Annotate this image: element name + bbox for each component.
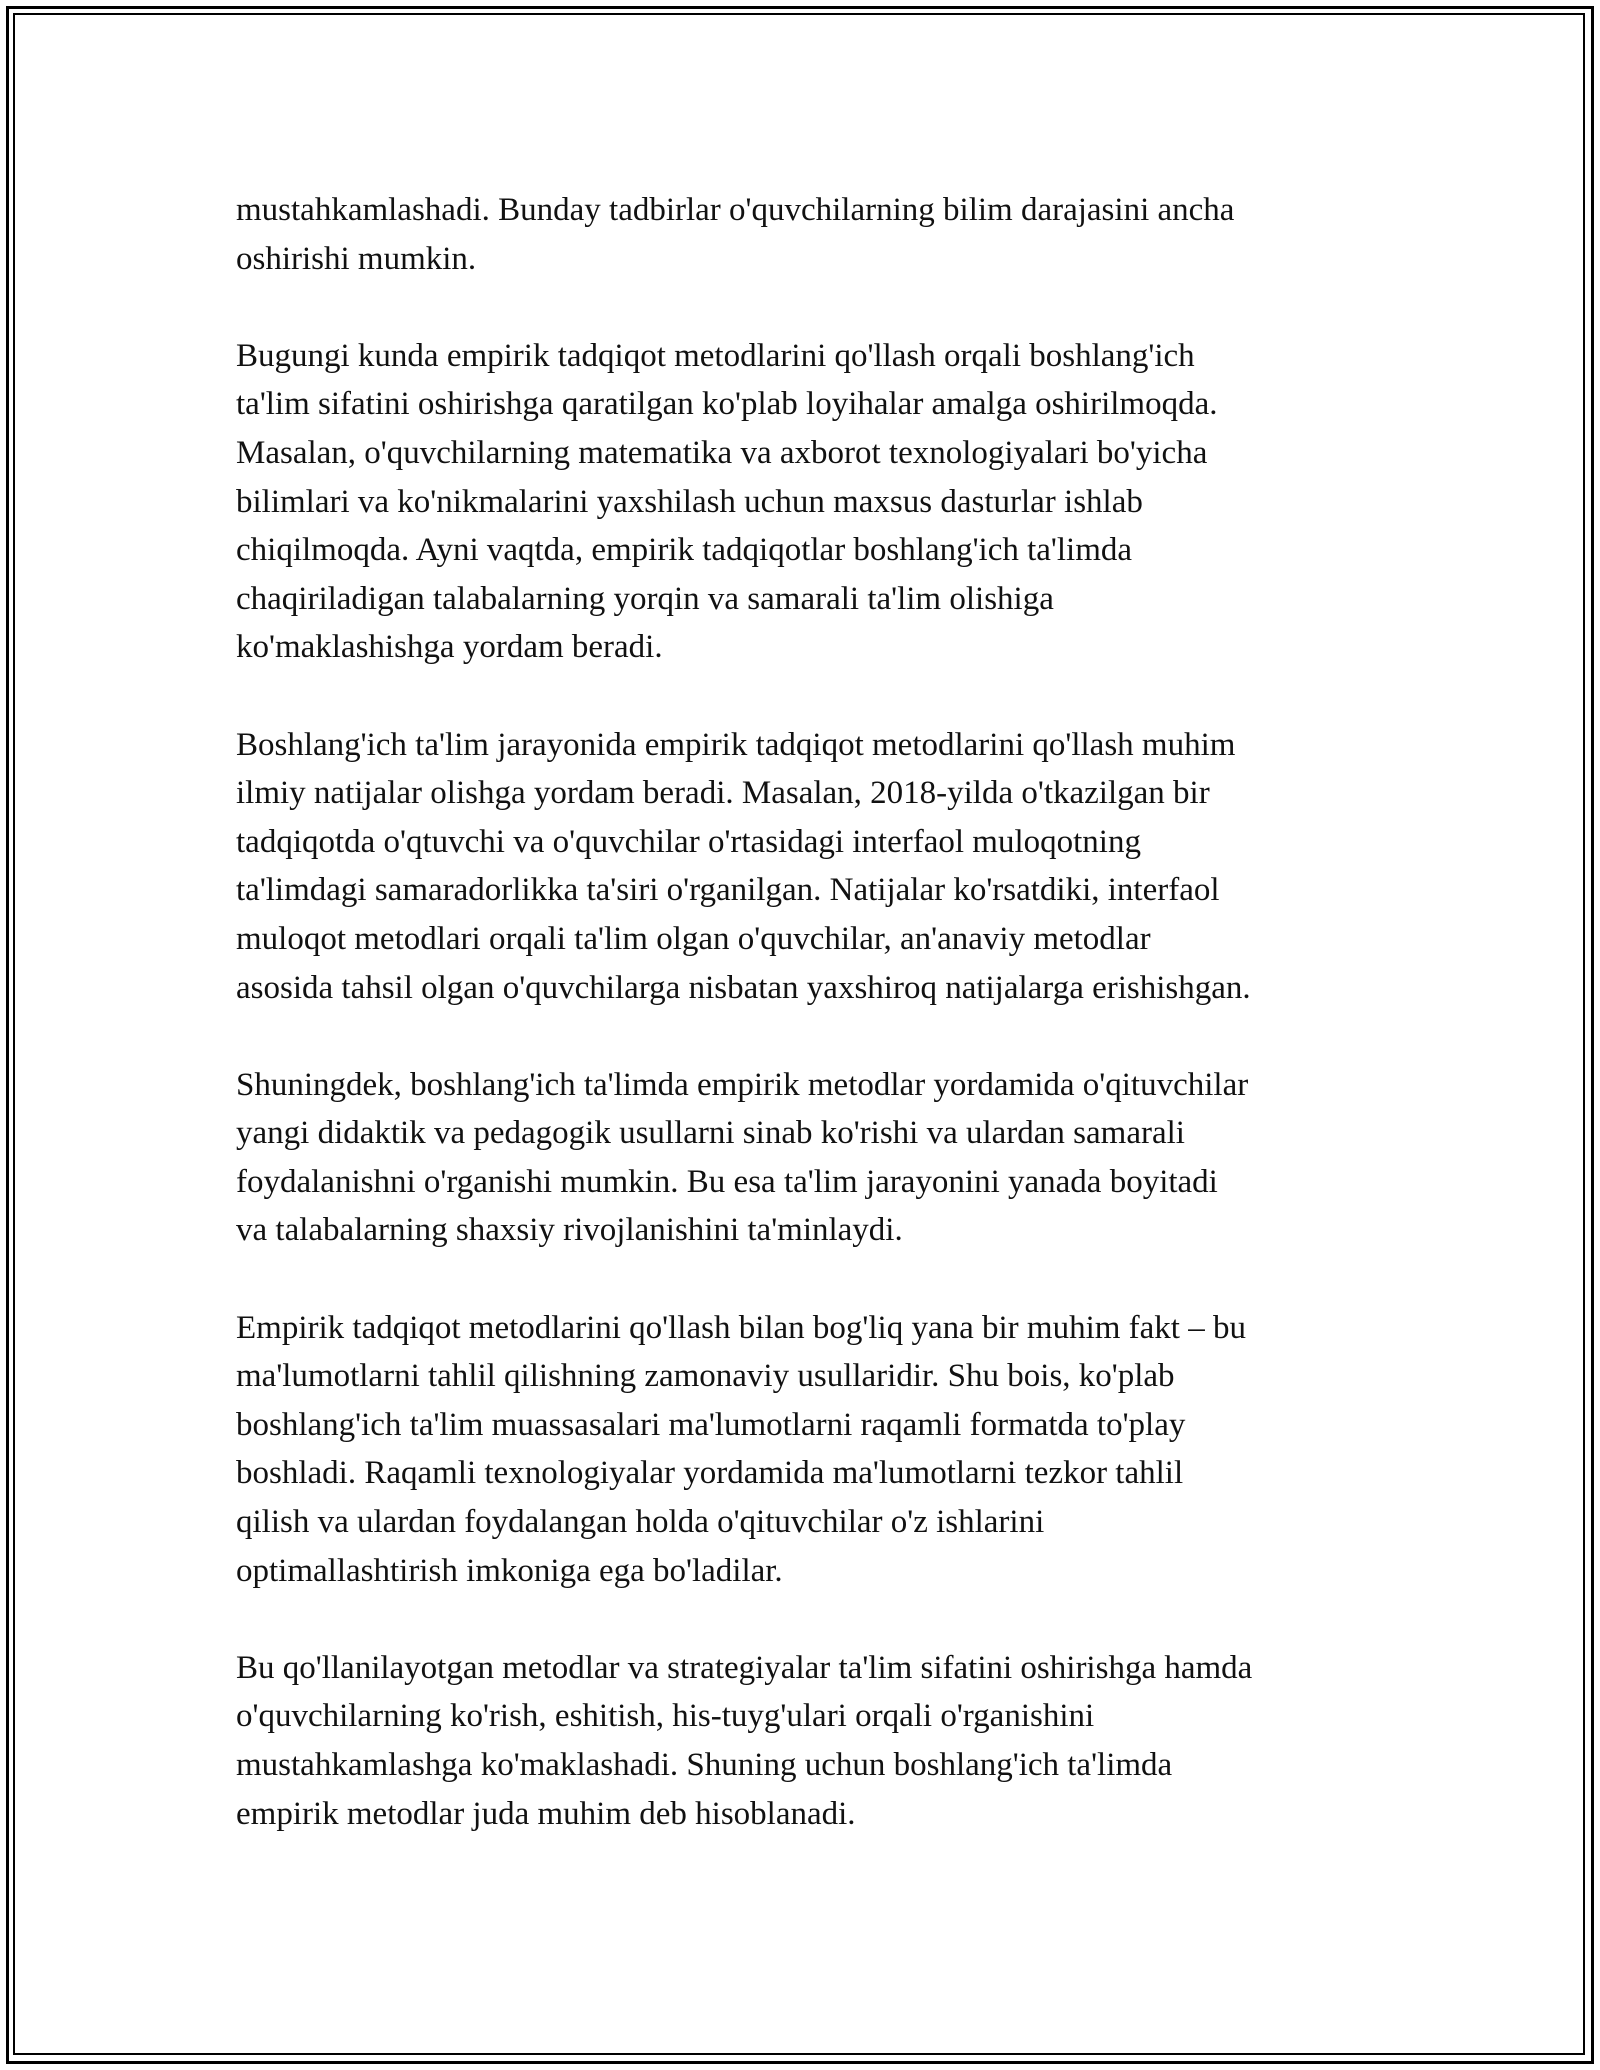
paragraph-line: chaqiriladigan talabalarning yorqin va samarali ta'lim olishiga — [236, 580, 1054, 617]
paragraph-line: Empirik tadqiqot metodlarini qo'llash bilan bog'liq yana bir muhim fakt – bu — [236, 1309, 1246, 1346]
paragraph-line: oshirishi mumkin. — [236, 240, 477, 277]
paragraph-3 — [236, 721, 1376, 1013]
paragraph-line: yangi didaktik va pedagogik usullarni sinab ko'rishi va ulardan samarali — [236, 1115, 1185, 1152]
paragraph-line: Masalan, o'quvchilarning matematika va axborot texnologiyalari bo'yicha — [236, 434, 1208, 471]
paragraph-2 — [236, 332, 1376, 672]
paragraph-line: chiqilmoqda. Ayni vaqtda, empirik tadqiqotlar boshlang'ich ta'limda — [236, 532, 1133, 569]
paragraph-line: bilimlari va ko'nikmalarini yaxshilash uchun maxsus dasturlar ishlab — [236, 483, 1143, 520]
paragraph-line: mustahkamlashga ko'maklashadi. Shuning uchun boshlang'ich ta'limda — [236, 1747, 1173, 1783]
paragraph-4 — [236, 1061, 1376, 1255]
paragraph-6 — [236, 1644, 1376, 1838]
paragraph-line: muloqot metodlari orqali ta'lim olgan o'quvchilar, an'anaviy metodlar — [236, 920, 1151, 957]
paragraph-line: Boshlang'ich ta'lim jarayonida empirik tadqiqot metodlarini qo'llash muhim — [236, 726, 1236, 763]
paragraph-line: ta'lim sifatini oshirishga qaratilgan ko'plab loyihalar amalga oshirilmoqda. — [236, 386, 1218, 423]
paragraph-line: Shuningdek, boshlang'ich ta'limda empirik metodlar yordamida o'qituvchilar — [236, 1066, 1249, 1103]
paragraph-line: boshlang'ich ta'lim muassasalari ma'lumotlarni raqamli formatda to'play — [236, 1406, 1186, 1443]
paragraph-line: ilmiy natijalar olishga yordam beradi. Masalan, 2018-yilda o'tkazilgan bir — [236, 775, 1210, 812]
paragraph-line: Bu qo'llanilayotgan metodlar va strategiyalar ta'lim sifatini oshirishga hamda — [236, 1649, 1253, 1686]
paragraph-line: mustahkamlashadi. Bunday tadbirlar o'quvchilarning bilim darajasini ancha — [236, 192, 1235, 228]
paragraph-line: boshladi. Raqamli texnologiyalar yordamida ma'lumotlarni tezkor tahlil — [236, 1455, 1184, 1492]
paragraph-line: ko'maklashishga yordam beradi. — [236, 629, 663, 666]
paragraph-line: optimallashtirish imkoniga ega bo'ladilar. — [236, 1552, 783, 1589]
paragraph-1 — [236, 186, 1376, 283]
paragraph-line: qilish va ulardan foydalangan holda o'qituvchilar o'z ishlarini — [236, 1504, 1045, 1541]
paragraph-line: ta'limdagi samaradorlikka ta'siri o'rganilgan. Natijalar ko'rsatdiki, interfaol — [236, 872, 1220, 909]
paragraph-line: o'quvchilarning ko'rish, eshitish, his-tuyg'ulari orqali o'rganishini — [236, 1698, 1095, 1735]
paragraph-line: foydalanishni o'rganishi mumkin. Bu esa ta'lim jarayonini yanada boyitadi — [236, 1163, 1218, 1200]
paragraph-line: empirik metodlar juda muhim deb hisoblanadi. — [236, 1795, 856, 1832]
paragraph-line: va talabalarning shaxsiy rivojlanishini ta'minlaydi. — [236, 1212, 903, 1249]
paragraph-line: Bugungi kunda empirik tadqiqot metodlarini qo'llash orqali boshlang'ich — [236, 337, 1195, 374]
paragraph-line: asosida tahsil olgan o'quvchilarga nisbatan yaxshiroq natijalarga erishishgan. — [236, 969, 1251, 1006]
document-body — [236, 186, 1376, 1887]
paragraph-5 — [236, 1304, 1376, 1596]
paragraph-line: ma'lumotlarni tahlil qilishning zamonaviy usullaridir. Shu bois, ko'plab — [236, 1358, 1175, 1395]
paragraph-line: tadqiqotda o'qtuvchi va o'quvchilar o'rtasidagi interfaol muloqotning — [236, 823, 1141, 860]
